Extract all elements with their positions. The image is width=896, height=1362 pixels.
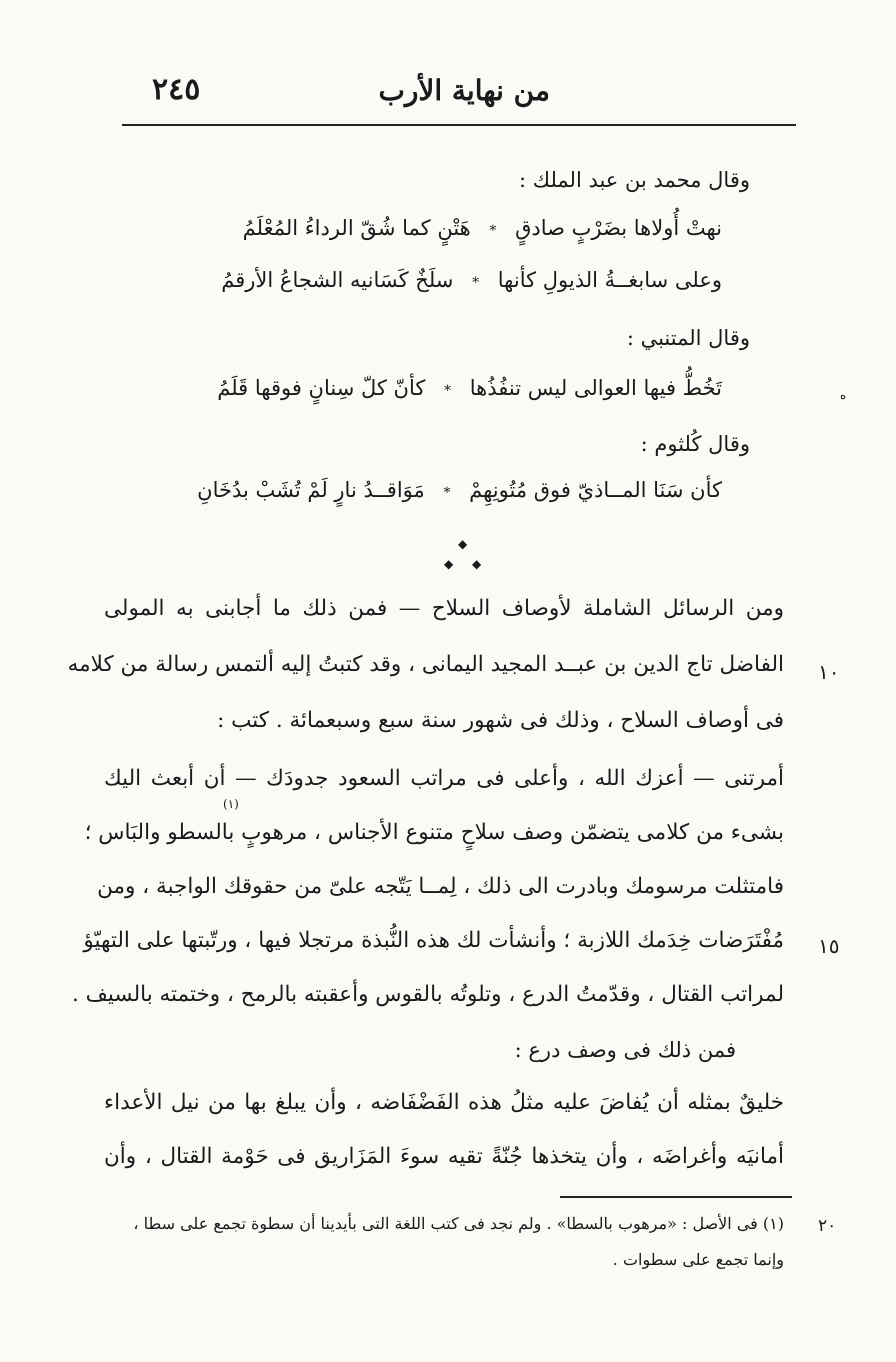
prose-line-8: لمراتب القتال ، وقدّمتُ الدرع ، وتلوتُه بالقوس وأعقبته بالرمح ، وختمته بالسيف . <box>72 982 784 1007</box>
footnote-reference: (١) <box>223 797 239 811</box>
prose-line-2: الفاضل تاج الدين بن عبــد المجيد اليمانى ، وقد كتبتُ إليه ألتمس رسالة من كلامه <box>67 652 784 677</box>
running-title: من نهاية الأرب <box>378 74 550 107</box>
prose-line-3: فى أوصاف السلاح ، وذلك فى شهور سنة سبع وسبعمائة . كتب : <box>217 708 784 733</box>
hemistich: نهتْ أُولاها بضَرْبٍ صادقٍ <box>515 216 722 240</box>
hemistich: تَخُطُّ فيها العوالى ليس تنفُذُها <box>469 376 722 400</box>
verse-separator: * <box>444 383 452 399</box>
line-number-10: ١٠ <box>818 660 840 684</box>
prose-line-10: أمانيَه وأغراضَه ، وأن يتخذها جُنّةً تقيه سوءَ المَزَاريق فى حَوْمة القتال ، وأن <box>104 1144 784 1169</box>
hemistich: مَوَاقــدُ نارٍ لَمْ تُشَبْ بدُخَانِ <box>197 478 425 502</box>
line-number-20: ٢٠ <box>818 1216 837 1236</box>
verse-line-3 <box>182 376 722 400</box>
section-heading-armor: فمن ذلك فى وصف درع : <box>514 1038 736 1062</box>
verse-intro-2: وقال المتنبي : <box>626 326 750 350</box>
prose-line-7: مُفْتَرَضات خِدَمك اللازبة ؛ وأنشأت لك هذه النُّبذة مرتجلا فيها ، ورتّبتها على التهيّؤ <box>83 928 784 953</box>
prose-line-4: أمرتنى — أعزك الله ، وأعلى فى مراتب السعود جدودَك — أن أبعث اليك <box>104 766 784 791</box>
verse-separator: * <box>489 223 497 239</box>
footnote-line-2: وإنما تجمع على سطوات . <box>612 1250 784 1269</box>
verse-line-1 <box>182 216 722 240</box>
footnote-rule <box>560 1196 792 1198</box>
footnote-line-1: (١) فى الأصل : «مرهوب بالسطا» . ولم نجد فى كتب اللغة التى بأيدينا أن سطوة تجمع على سطا ، <box>133 1214 784 1233</box>
hemistich: هَتْنٍ كما شُقّ الرداءُ المُعْلَمُ <box>242 216 471 240</box>
line-number-15: ١٥ <box>818 934 840 958</box>
prose-line-5: بشىء من كلامى يتضمّن وصف سلاحٍ متنوع الأجناس ، مرهوبٍ بالسطو والبَاس ؛ <box>84 820 784 845</box>
verse-line-4 <box>182 478 722 502</box>
hemistich: كأنّ كلّ سِنانٍ فوقها قَلَمُ <box>217 376 426 400</box>
hemistich: سلَخٌ كَسَانيه الشجاعُ الأرقمُ <box>221 268 454 292</box>
page-number: ٢٤٥ <box>152 72 201 107</box>
prose-line-9: خليقٌ بمثله أن يُفاضَ عليه مثلُ هذه الفَضْفَاضه ، وأن يبلغ بها من نيل الأعداء <box>104 1090 784 1115</box>
verse-intro-1: وقال محمد بن عبد الملك : <box>519 168 750 192</box>
hemistich: وعلى سابغــةُ الذيولِ كأنها <box>497 268 722 292</box>
hemistich: كأن سَنَا المــاذيّ فوق مُتُونِهِمْ <box>469 478 722 502</box>
prose-line-6: فامتثلت مرسومك وبادرت الى ذلك ، لِمــا يَتّجه علىّ من حقوقك الواجبة ، ومن <box>97 874 784 899</box>
prose-line-1: ومن الرسائل الشاملة لأوصاف السلاح — فمن ذلك ما أجابنى به المولى <box>104 596 784 621</box>
margin-mark: ه <box>840 388 847 402</box>
section-ornament: ◆ ◆ ◆ <box>444 537 482 571</box>
verse-line-2 <box>182 268 722 292</box>
verse-separator: * <box>443 485 451 501</box>
verse-separator: * <box>472 275 480 291</box>
verse-intro-3: وقال كُلثوم : <box>640 432 750 456</box>
header-rule <box>122 124 796 126</box>
